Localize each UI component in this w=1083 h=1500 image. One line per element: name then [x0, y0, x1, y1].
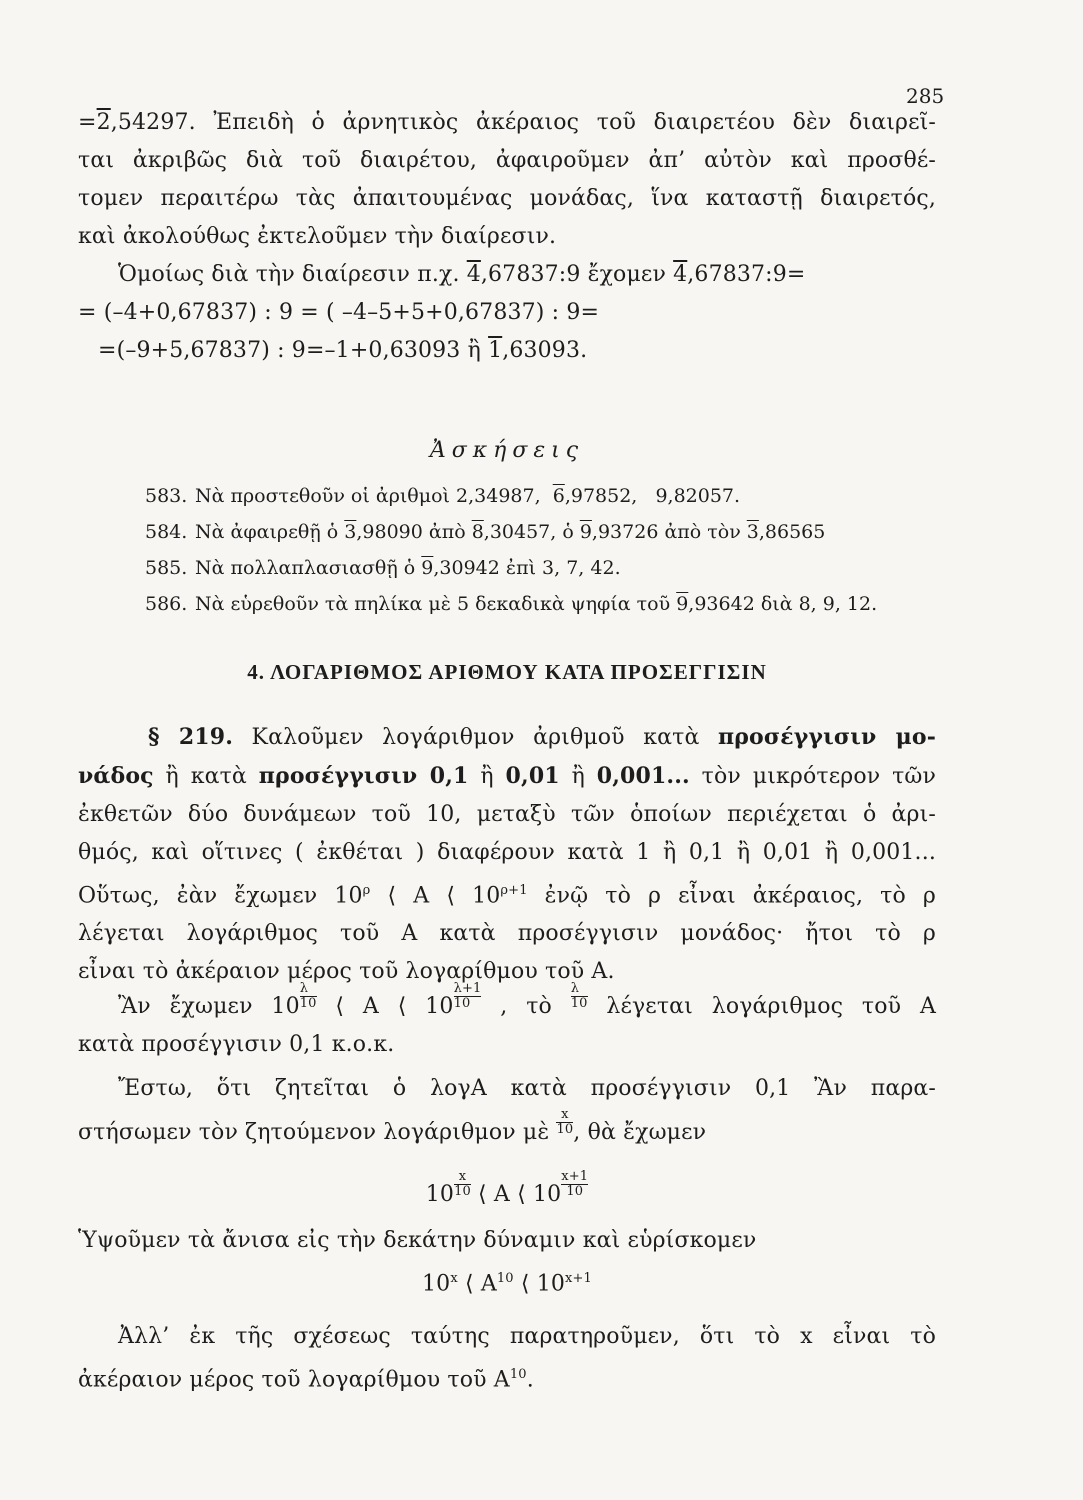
text-line: θμός, καὶ οἵτινες ( ἐκθέται ) διαφέρουν κατὰ 1 ἢ 0,1 ἢ 0,01 ἢ 0,001...	[78, 840, 936, 865]
section-heading: 4. ΛΟΓΑΡΙΘΜΟΣ ΑΡΙΘΜΟΥ ΚΑΤΑ ΠΡΟΣΕΓΓΙΣΙΝ	[247, 660, 767, 684]
exercise-item	[145, 550, 945, 586]
exercise-number: 586.	[145, 593, 188, 615]
text-line: Ὁμοίως διὰ τὴν διαίρεσιν π.χ. 4,67837:9 ἔχομεν 4,67837:9=	[118, 262, 806, 287]
text-line: Ὑψοῦμεν τὰ ἄνισα εἰς τὴν δεκάτην δύναμιν καὶ εὑρίσκομεν	[78, 1228, 757, 1253]
text-line: Ἔστω, ὅτι ζητεῖται ὁ λογΑ κατὰ προσέγγισιν 0,1 Ἂν παρα-	[118, 1076, 936, 1101]
paragraph-ypsoumen	[78, 1222, 936, 1303]
text-line: Οὕτως, ἐὰν ἔχωμεν $10^\rho$ ⟨ Α ⟨ $10^{\rho+1}$ ἐνῷ τὸ ρ εἶναι ἀκέραιος, τὸ ρ	[78, 883, 936, 909]
text-line: Ἀλλ’ ἐκ τῆς σχέσεως ταύτης παρατηροῦμεν, ὅτι τὸ x εἶναι τὸ	[118, 1324, 936, 1349]
page-number: 285	[906, 84, 945, 108]
text-line: Ἂν ἔχωμεν 10 $\frac{\lambda}{10}$ ⟨ Α ⟨ 10 $\frac{\lambda+1}{10}$ , τὸ $\frac{\lambda}{10}$ λέγεται λογάριθμος τοῦ Α	[118, 981, 936, 1019]
formula-inequality: 10 $\frac{x}{10}$ ⟨ Α ⟨ 10 $\frac{x+1}{10}$	[425, 1168, 589, 1207]
exercise-item	[145, 478, 945, 514]
exercise-text: Νὰ εὑρεθοῦν τὰ πηλίκα μὲ 5 δεκαδικὰ ψηφία τοῦ 9,93642 διὰ 8, 9, 12.	[195, 593, 878, 615]
text-line: =2,54297. Ἐπειδὴ ὁ ἀρνητικὸς ἀκέραιος τοῦ διαιρετέου δὲν διαιρεῖ-	[78, 110, 936, 135]
text-line: τομεν περαιτέρω τὰς ἀπαιτουμένας μονάδας, ἵνα καταστῇ διαιρετός,	[78, 186, 936, 211]
text-line: κατὰ προσέγγισιν 0,1 κ.ο.κ.	[78, 1031, 395, 1057]
exercise-text: Νὰ προστεθοῦν οἱ ἀριθμοὶ 2,34987, 6,97852, 9,82057.	[195, 485, 741, 507]
formula-power: 10$^x$ ⟨ $A^{10}$ ⟨ $10^{x+1}$	[422, 1271, 592, 1297]
exercise-text: Νὰ πολλαπλασιασθῇ ὁ 9,30942 ἐπὶ 3, 7, 42.	[195, 557, 621, 579]
text-line: νάδος ἢ κατὰ προσέγγισιν 0,1 ἢ 0,01 ἢ 0,001... τὸν μικρότερον τῶν	[78, 763, 937, 789]
exercise-number: 585.	[145, 557, 188, 579]
paragraph-division-explanation	[78, 104, 936, 256]
text-line: εἶναι τὸ ἀκέραιον μέρος τοῦ λογαρίθμου τοῦ Α.	[78, 959, 615, 985]
text-line: ἐκθετῶν δύο δυνάμεων τοῦ 10, μεταξὺ τῶν ὁποίων περιέχεται ὁ ἀρι-	[78, 802, 936, 827]
paragraph-lambda	[78, 982, 936, 1064]
text-line: λέγεται λογάριθμος τοῦ Α κατὰ προσέγγισιν μονάδος· ἤτοι τὸ ρ	[78, 921, 936, 947]
text-line: § 219. Καλοῦμεν λογάριθμον ἀριθμοῦ κατὰ προσέγγισιν μο-	[148, 724, 936, 750]
paragraph-conclusion	[78, 1318, 936, 1399]
text-line: καὶ ἀκολούθως ἐκτελοῦμεν τὴν διαίρεσιν.	[78, 224, 557, 249]
text-line: = (–4+0,67837) : 9 = ( –4–5+5+0,67837) : 9=	[78, 300, 600, 325]
text-line: ται ἀκριβῶς διὰ τοῦ διαιρέτου, ἀφαιροῦμεν ἀπ’ αὐτὸν καὶ προσθέ-	[78, 148, 936, 173]
exercise-item	[145, 514, 945, 550]
text-line: =(–9+5,67837) : 9=–1+0,63093 ἢ 1,63093.	[98, 338, 588, 363]
text-line: ἀκέραιον μέρος τοῦ λογαρίθμου τοῦ $A^{10}$.	[78, 1367, 534, 1393]
exercise-number: 584.	[145, 521, 188, 543]
exercises-list	[145, 478, 945, 622]
text-line: στήσωμεν τὸν ζητούμενον λογάριθμον μὲ $\frac{x}{10}$ , θὰ ἔχωμεν	[78, 1107, 707, 1145]
exercise-number: 583.	[145, 485, 188, 507]
exercise-text: Νὰ ἀφαιρεθῇ ὁ 3,98090 ἀπὸ 8,30457, ὁ 9,93726 ἀπὸ τὸν 3,86565	[195, 521, 826, 543]
paragraph-division-example	[78, 256, 936, 370]
paragraph-estw	[78, 1070, 936, 1214]
paragraph-section-219	[78, 718, 936, 991]
exercise-item	[145, 586, 945, 622]
exercises-title: Ἀσκήσεις	[429, 438, 585, 463]
